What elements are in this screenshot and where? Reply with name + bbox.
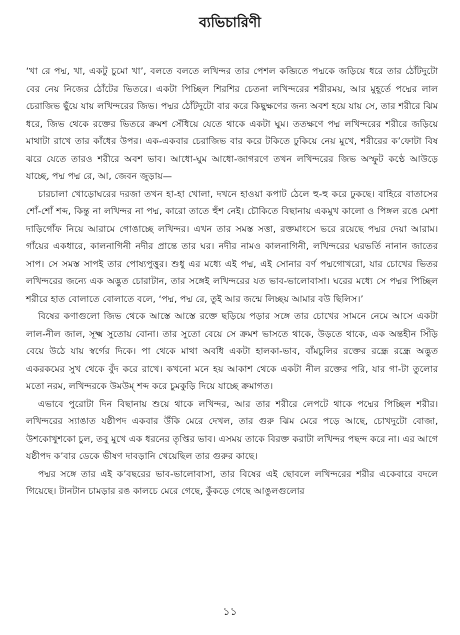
- paragraph: চারচালা খোড়োঘরের দরজা তখন হা-হা খোলা, দখনে হাওয়া কপাট ঠেলে হু-হু করে ঢুকছে। বাহিরে বাতাসের শোঁ-শোঁ শব্দ, কিন্তু না লখিন্দর না পদ্ম, কারো তাতে হুঁশ নেই। চৌকিতে বিছানায় একমুখ কালো ও পিঙ্গল রঙে মেশা দাড়িগোঁফ নিয়ে আরামে গোঙাচ্ছে লখিন্দর। এখন তার সমস্ত সত্তা, রক্তমাংসে ভরে রয়েছে পদ্মর দেয়া আরাম। গাঁয়ের একধারে, কালনাগিনী নদীর প্রান্তে তার ঘর। নদীর নামও কালনাগিনী, লখিন্দরের ঘরভর্তি নানান জাতের সাপ। সে সমস্ত সাপই তার পোষ্যপুত্তুর। শুধু এর মধ্যে এই পদ্ম, এই সোনার বর্ণ পদ্মগোখরো, যার চোখের ভিতর লখিন্দরের জন্যে এক অদ্ভুত চোরাটান, তার সঙ্গেই লখিন্দরের যত ভাব-ভালোবাসা। ঘরের মধ্যে সে পদ্মর পিচ্ছিল শরীরে হাত বোলাতে বোলাতে বলে, ‘পদ্ম, পদ্ম রে, তুই আর জন্মে লিচ্ছয় আমার বউ ছিলিস।’: [26, 188, 438, 305]
- paragraph: বিষের কণাগুলো জিভ থেকে আস্তে আস্তে রক্তে ছড়িয়ে পড়ার সঙ্গে তার চোখের সামনে নেমে আসে একটা লাল-নীল জাল, সূক্ষ্ম সুতোয় বোনা। তার সুতো বেয়ে সে ক্রমশ ভাসতে থাকে, উড়তে থাকে, এক অন্তহীন সিঁড়ি বেয়ে উঠে যায় স্বর্গের দিকে। পা থেকে মাথা অবধি একটা হালকা-ভাব, বাঁমচুলির রক্তের রন্ধ্রে রন্ধ্রে অদ্ভুত একরকমের সুখ থেকে বুঁদ করে রাখে। কখনো মনে হয় আকাশ থেকে একটা নীল রক্তের পরি, যার গা-টা তুলোর মতো নরম, লখিন্দরকে উমউম্‌ শব্দ করে চুমকুড়ি দিয়ে যাচ্ছে ক্রমাগত।: [26, 311, 438, 392]
- paragraph: পদ্মর সঙ্গে তার এই ক’বছরের ভাব-ভালোবাসা, তার বিষের এই ছোবলে লখিন্দরের শরীর একেবারে বদলে গিয়েছে। টানটান চামড়ার রঙ কালচে মেরে গেছে, কুঁকড়ে গেছে আঙুলগুলোর: [26, 468, 438, 497]
- body-text: [26, 63, 438, 501]
- chapter-title: ব্যভিচারিণী: [198, 15, 262, 31]
- paragraph: ‘খা রে পদ্ম, খা, একটু চুমো খা’, বলতে বলতে লখিন্দর তার পেশল কব্জিতে পদ্মকে জড়িয়ে ধরে তার ঠোঁটদুটো বের নেয় নিজের ঠোঁটের ভিতরে। একটা পিচ্ছিল শিরশির চেতনা লখিন্দরের শরীরময়, আর মুহূর্তে পদ্মের লাল চেরাজিভ ছুঁয়ে যায় লখিন্দরের জিভ। পদ্মর ঠোঁটদুটো বার করে কিছুক্ষণের জন্য অবশ হয়ে যায় সে, তার শরীরে ঝিম ধরে, জিভ থেকে রক্তের ভিতরে ক্রমশ সেঁধিয়ে যেতে থাকে একটা ঘুম। ততক্ষণে পদ্ম লখিন্দরের শরীরে জড়িয়ে মাথাটা রাখে তার কাঁধের উপর। এক-একবার চেরাজিভ বার করে টকিতে ঢুকিয়ে নেয় মুখে, শরীরের ক’ফোটা বিষ ঝরে যেতে তারও শরীরে অবশ ভাব। আধো-ঘুম আধো-জাগরণে তখন লখিন্দরের জিভ অস্ফুট কণ্ঠে আউড়ে যাচ্ছে, পদ্ম পদ্ম রে, আ, জেবন জুড়ায়—: [26, 66, 438, 182]
- paragraph: এভাবে পুরোটা দিন বিছানায় শুয়ে থাকে লখিন্দর, আর তার শরীরে লেপটে থাকে পদ্মের পিচ্ছিল শরীর। লখিন্দরের স্যাঙাত যষ্ঠীপদ একবার উঁকি মেরে দেখল, তার গুরু ঝিম মেরে পড়ে আছে, চোখদুটো বোজা, উশকোখুশকো চুল, তবু মুখে এক ধরনের তৃপ্তির ভাব। এসময় তাকে বিরক্ত করাটা লখিন্দর পছন্দ করে না। এর আগে যষ্ঠীপদ ক’বার ডেকে ভীষণ দাবড়ানি খেয়েছিল তার গুরুর কাছে।: [26, 398, 438, 462]
- page-number: ১১: [222, 605, 238, 618]
